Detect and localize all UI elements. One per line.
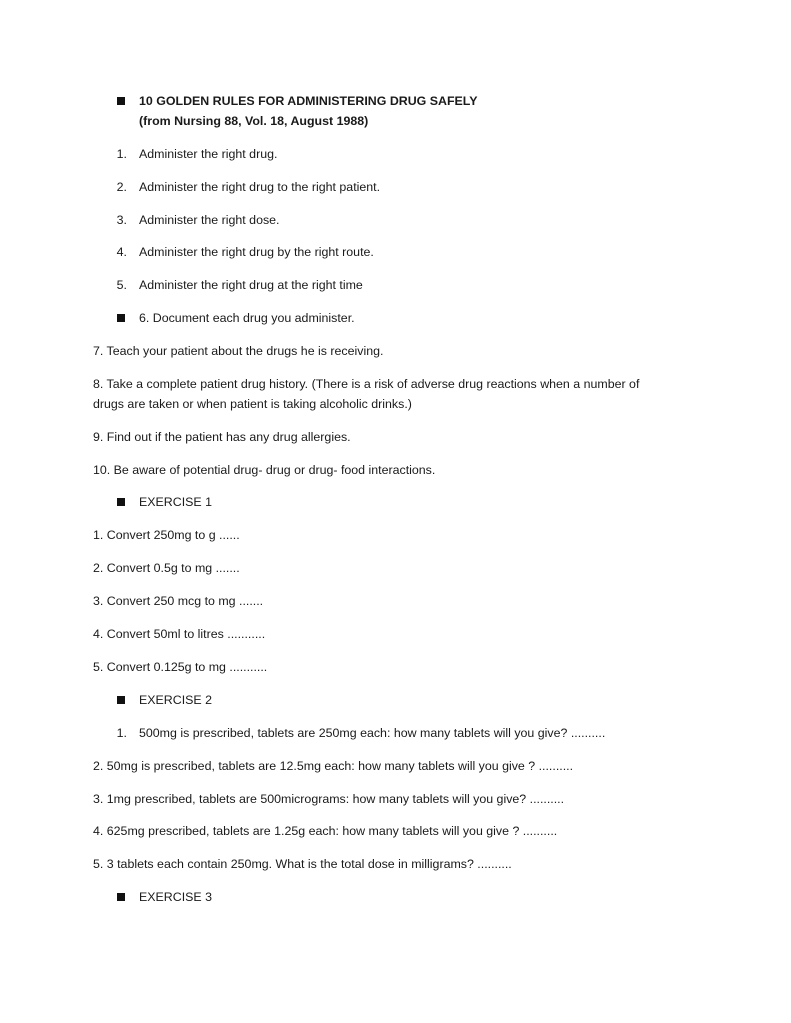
exercise-2-item: 2. 50mg is prescribed, tablets are 12.5mg each: how many tablets will you give ? .......... — [93, 759, 574, 773]
exercise-2-first-number: 1. — [116, 726, 127, 740]
exercise-2-item: 4. 625mg prescribed, tablets are 1.25g each: how many tablets will you give ? .......... — [93, 824, 558, 838]
rule-9: 9. Find out if the patient has any drug allergies. — [93, 430, 351, 444]
rule-7: 7. Teach your patient about the drugs he is receiving. — [93, 344, 384, 358]
square-bullet-icon — [117, 314, 125, 322]
rule-8-line-1: 8. Take a complete patient drug history. (There is a risk of adverse drug reactions when a number of — [93, 377, 640, 391]
rule-text: Administer the right drug by the right route. — [139, 245, 374, 259]
square-bullet-icon — [117, 97, 125, 105]
exercise-2-item: 500mg is prescribed, tablets are 250mg each: how many tablets will you give? .......... — [139, 726, 606, 740]
exercise-1-item: 2. Convert 0.5g to mg ....... — [93, 561, 240, 575]
rule-number: 4. — [116, 245, 127, 259]
square-bullet-icon — [117, 498, 125, 506]
exercise-3-title: EXERCISE 3 — [139, 890, 212, 904]
square-bullet-icon — [117, 696, 125, 704]
rule-text: Administer the right dose. — [139, 213, 280, 227]
rule-number: 3. — [116, 213, 127, 227]
rule-number: 5. — [116, 278, 127, 292]
exercise-1-item: 5. Convert 0.125g to mg ........... — [93, 660, 268, 674]
exercise-2-title: EXERCISE 2 — [139, 693, 212, 707]
exercise-1-item: 4. Convert 50ml to litres ........... — [93, 627, 266, 641]
rule-6: 6. Document each drug you administer. — [139, 311, 355, 325]
rule-number: 1. — [116, 147, 127, 161]
rule-10: 10. Be aware of potential drug- drug or drug- food interactions. — [93, 463, 436, 477]
exercise-2-item: 3. 1mg prescribed, tablets are 500micrograms: how many tablets will you give? .......... — [93, 792, 565, 806]
document-source: (from Nursing 88, Vol. 18, August 1988) — [139, 114, 369, 128]
rule-text: Administer the right drug at the right time — [139, 278, 363, 292]
rule-text: Administer the right drug. — [139, 147, 278, 161]
exercise-2-item: 5. 3 tablets each contain 250mg. What is the total dose in milligrams? .......... — [93, 857, 512, 871]
exercise-1-item: 1. Convert 250mg to g ...... — [93, 528, 240, 542]
exercise-1-item: 3. Convert 250 mcg to mg ....... — [93, 594, 264, 608]
square-bullet-icon — [117, 893, 125, 901]
document-title: 10 GOLDEN RULES FOR ADMINISTERING DRUG SAFELY — [139, 94, 478, 108]
rule-number: 2. — [116, 180, 127, 194]
rule-text: Administer the right drug to the right patient. — [139, 180, 381, 194]
rule-8-line-2: drugs are taken or when patient is taking alcoholic drinks.) — [93, 397, 412, 411]
exercise-1-title: EXERCISE 1 — [139, 495, 212, 509]
